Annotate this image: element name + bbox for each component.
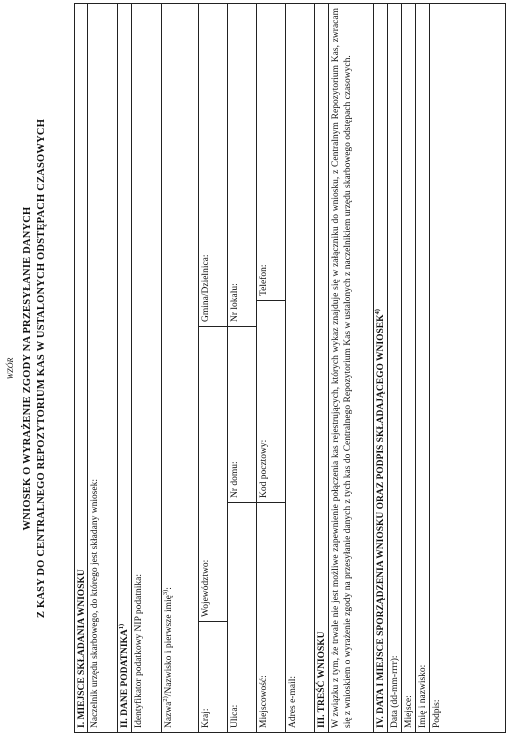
- signature-field[interactable]: [430, 4, 505, 732]
- nip-label: Identyfikator podatkowy NIP podatnika:: [134, 574, 144, 728]
- phone-field[interactable]: [257, 4, 285, 301]
- section-4-title: IV. DATA I MIEJSCE SPORZĄDZENIA WNIOSKU ORAZ PODPIS SKŁADAJĄCEGO WNIOSEK: [376, 314, 386, 728]
- apartment-number-field[interactable]: [228, 4, 256, 327]
- tax-office-label: Naczelnik urzędu skarbowego, do którego jest składany wniosek:: [90, 478, 100, 728]
- commune-field[interactable]: [199, 4, 227, 327]
- nip-field[interactable]: [132, 4, 162, 732]
- country-field[interactable]: [199, 622, 227, 732]
- address-row-2: [228, 4, 257, 732]
- postal-code-label: Kod pocztowy:: [259, 439, 269, 498]
- address-row-1: [199, 4, 228, 732]
- document-title-line-2: Z KASY DO CENTRALNEGO REPOZYTORIUM KAS W USTALONYCH ODSTĘPACH CZASOWYCH: [36, 118, 47, 619]
- country-label: Kraj:: [201, 708, 211, 728]
- voivodeship-label: Województwo:: [201, 559, 211, 617]
- section-4-footnote: 4): [373, 309, 381, 315]
- signature-label: Podpis:: [432, 699, 442, 728]
- phone-label: Telefon:: [259, 264, 269, 296]
- name-field[interactable]: [162, 4, 199, 732]
- section-2-footnote: 1): [117, 623, 125, 630]
- section-1-header: [75, 4, 88, 732]
- date-label: Data (dd-mm-rrrr):: [390, 655, 400, 728]
- application-form: [74, 3, 506, 733]
- request-content: [329, 4, 374, 732]
- place-field[interactable]: [402, 4, 416, 732]
- city-label: Miejscowość:: [259, 675, 269, 728]
- email-label: Adres e-mail:: [288, 676, 298, 728]
- apartment-number-label: Nr lokalu:: [230, 283, 240, 322]
- house-number-label: Nr domu:: [230, 461, 240, 498]
- address-row-3: [257, 4, 286, 732]
- section-3-header: [315, 4, 329, 732]
- section-3-title: III. TREŚĆ WNIOSKU: [317, 631, 327, 728]
- name-label: Nazwa$^{2)}$/Nazwisko i pierwsze imię$^{3)}$:: [161, 587, 174, 728]
- watermark-text: WZÓR: [6, 357, 15, 380]
- street-field[interactable]: [228, 503, 256, 732]
- request-content-text: W związku z tym, że trwale nie jest możliwe zapewnienie połączenia kas rejestrujących, których wykaz znajduje się w załączniku do wniosku, z Centralnym Repozytorium Kas, zwracam się z wnioskiem o wyrażenie zgody na przesyłanie danych z tych kas do Centralnego Repozytorium Kas w ustalonych z naczelnikiem urzędu skarbowego odstępach czasowych.: [331, 8, 353, 728]
- email-field[interactable]: [286, 4, 315, 732]
- section-1-title: I. MIEJSCE SKŁADANIA WNIOSKU: [77, 569, 87, 728]
- city-field[interactable]: [257, 503, 285, 732]
- street-label: Ulica:: [230, 704, 240, 728]
- tax-office-field[interactable]: [88, 4, 118, 732]
- date-field[interactable]: [388, 4, 402, 732]
- section-2-header: [118, 4, 132, 732]
- commune-label: Gmina/Dzielnica:: [201, 254, 211, 322]
- full-name-field[interactable]: [416, 4, 430, 732]
- full-name-label: Imię i nazwisko:: [418, 664, 428, 728]
- postal-code-field[interactable]: [257, 301, 285, 503]
- house-number-field[interactable]: [228, 327, 256, 503]
- voivodeship-field[interactable]: [199, 327, 227, 622]
- section-2-title: II. DANE PODATNIKA: [120, 629, 130, 728]
- section-4-header: [374, 4, 388, 732]
- place-label: Miejsce:: [404, 695, 414, 728]
- document-title-line-1: WNIOSEK O WYRAŻENIE ZGODY NA PRZESYŁANIE DANYCH: [22, 206, 33, 531]
